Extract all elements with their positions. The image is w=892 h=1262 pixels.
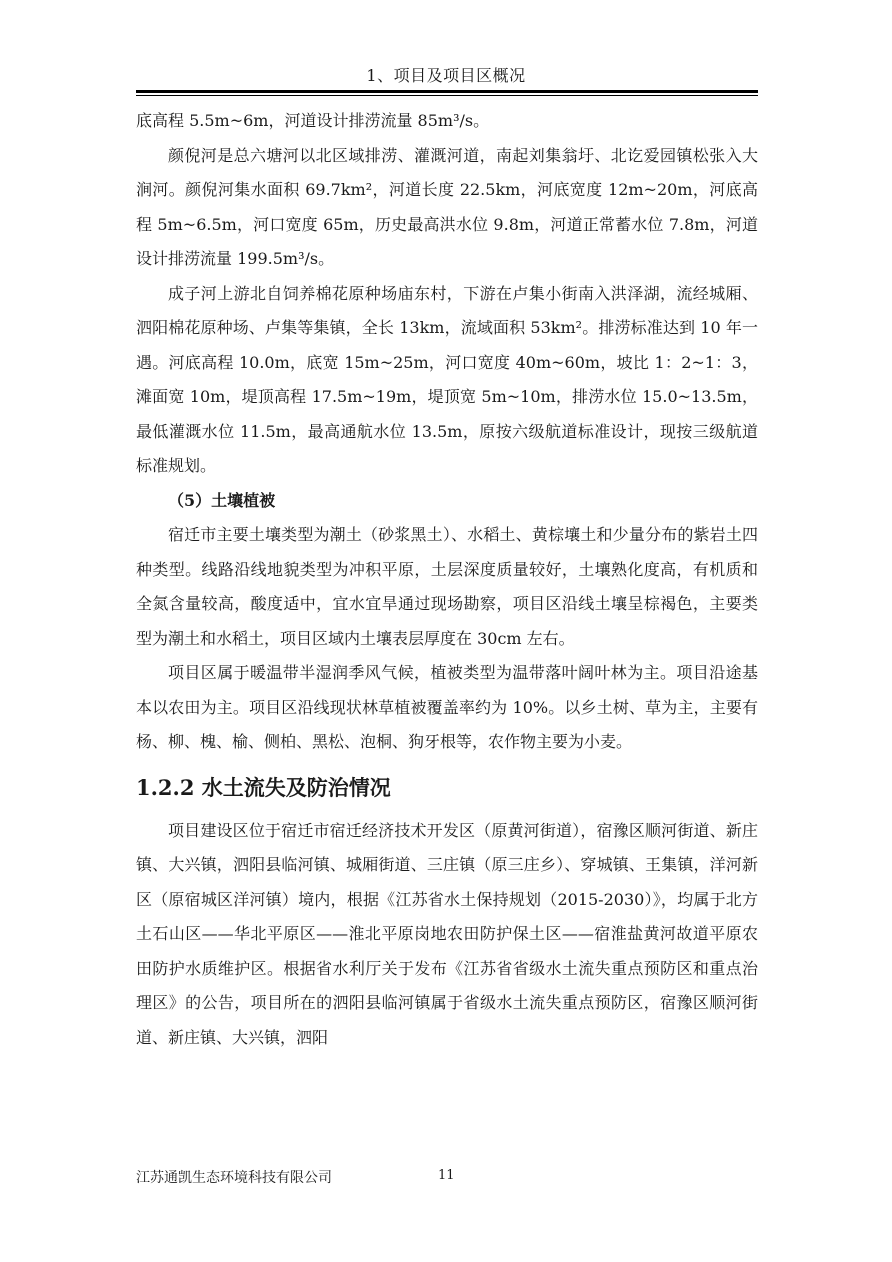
footer-company-name: 江苏通凯生态环境科技有限公司 — [136, 1170, 332, 1186]
document-body — [136, 104, 758, 1055]
header-divider-thick — [136, 90, 758, 93]
page-header-title: 1、项目及项目区概况 — [366, 66, 526, 85]
paragraph-continuation: 底高程 5.5m~6m，河道设计排涝流量 85m³/s。 — [136, 111, 490, 130]
header-divider-thin — [136, 95, 758, 96]
section-heading-soil-erosion: 1.2.2 水土流失及防治情况 — [136, 774, 391, 800]
paragraph-chengzi-river: 成子河上游北自饲养棉花原种场庙东村，下游在卢集小街南入洪泽湖，流经城厢、泗阳棉花原种场、卢集等集镇，全长 13km，流域面积 53km²。排涝标准达到 10 年一遇。河底高程 10.0m，底宽 15m~25m，河口宽度 40m~60m，坡比 1：2~1：3，滩面宽 10m，堤顶高程 17.5m~19m，堤顶宽 5m~10m，排涝水位 15.0~13.5m，最低灌溉水位 11.5m，最高通航水位 13.5m，原按六级航道标准设计，现按三级航道标准规划。 — [136, 283, 758, 475]
subheading-soil-vegetation: （5）土壤植被 — [168, 490, 276, 510]
paragraph-erosion-zoning: 项目建设区位于宿迁市宿迁经济技术开发区（原黄河街道），宿豫区顺河街道、新庄镇、大兴镇，泗阳县临河镇、城厢街道、三庄镇（原三庄乡）、穿城镇、王集镇，洋河新区（原宿城区洋河镇）境内，根据《江苏省水土保持规划（2015-2030）》，均属于北方土石山区——华北平原区——淮北平原岗地农田防护保土区——宿淮盐黄河故道平原农田防护水质维护区。根据省水利厅关于发布《江苏省省级水土流失重点预防区和重点治理区》的公告，项目所在的泗阳县临河镇属于省级水土流失重点预防区，宿豫区顺河街道、新庄镇、大兴镇，泗阳 — [136, 820, 758, 1047]
paragraph-soil: 宿迁市主要土壤类型为潮土（砂浆黑土）、水稻土、黄棕壤土和少量分布的紫岩土四种类型。线路沿线地貌类型为冲积平原，土层深度质量较好，土壤熟化度高，有机质和全氮含量较高，酸度适中，宜水宜旱通过现场勘察，项目区沿线土壤呈棕褐色，主要类型为潮土和水稻土，项目区域内土壤表层厚度在 30cm 左右。 — [136, 525, 758, 648]
paragraph-vegetation: 项目区属于暖温带半湿润季风气候，植被类型为温带落叶阔叶林为主。项目沿途基本以农田为主。项目区沿线现状林草植被覆盖率约为 10%。以乡土树、草为主，主要有杨、柳、槐、榆、侧柏、黑松、泡桐、狗牙根等，农作物主要为小麦。 — [136, 663, 758, 751]
footer-page-number: 11 — [438, 1168, 455, 1183]
paragraph-yanni-river: 颜倪河是总六塘河以北区域排涝、灌溉河道，南起刘集翁圩、北讫爱园镇松张入大涧河。颜倪河集水面积 69.7km²，河道长度 22.5km，河底宽度 12m~20m，河底高程 5m~6.5m，河口宽度 65m，历史最高洪水位 9.8m，河道正常蓄水位 7.8m，河道设计排涝流量 199.5m³/s。 — [136, 145, 758, 268]
